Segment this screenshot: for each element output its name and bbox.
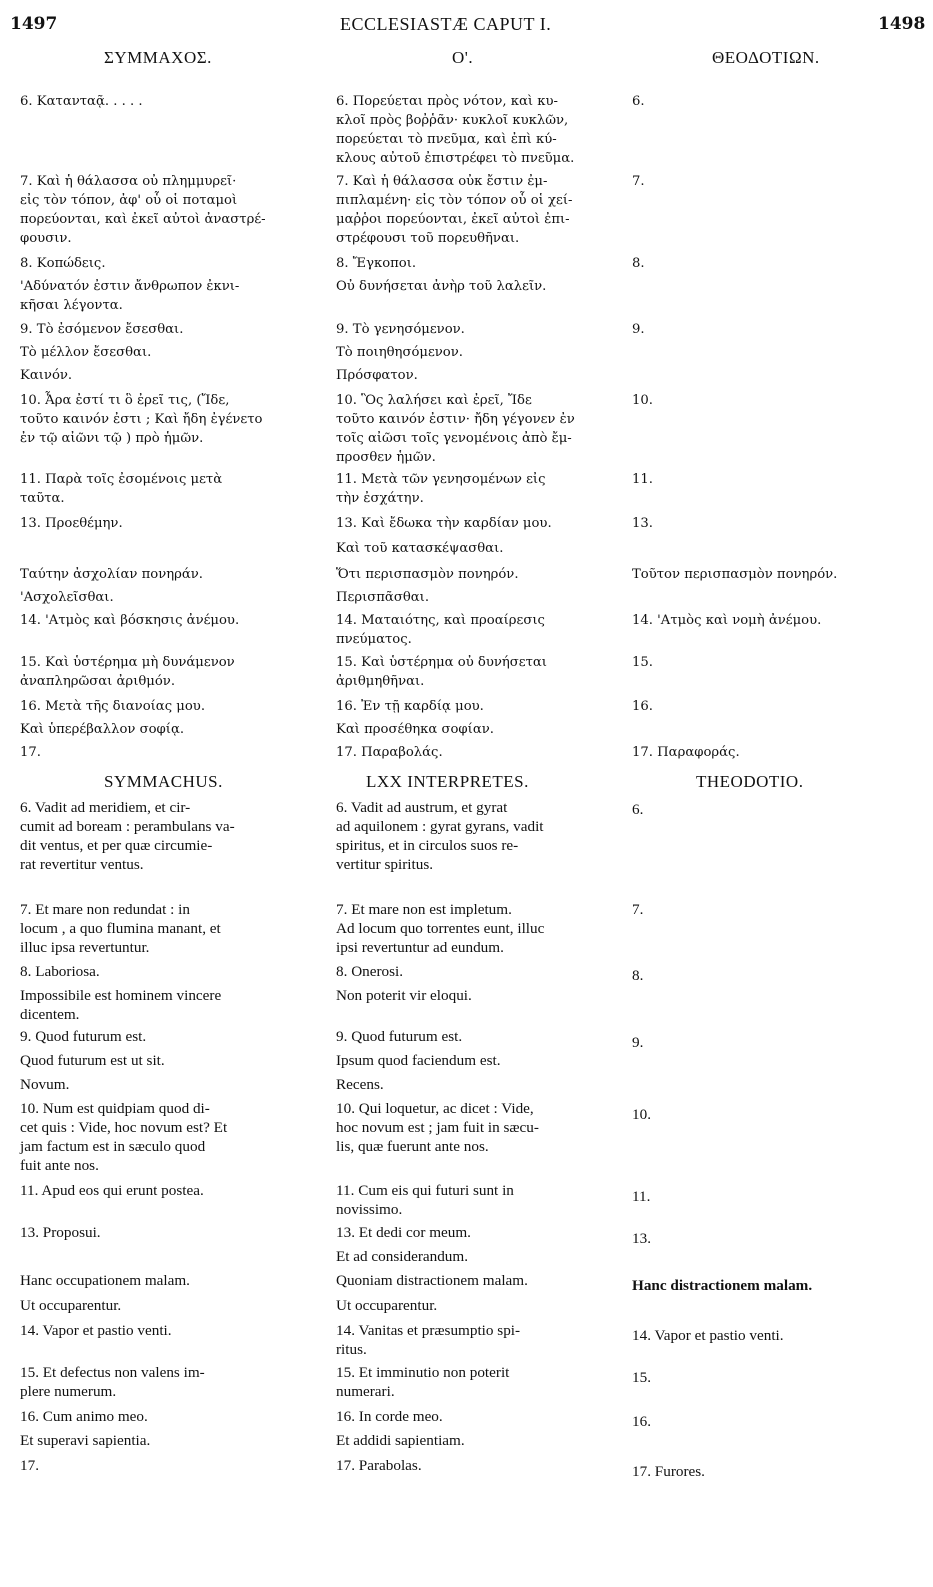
- verse-entry: 9.: [632, 322, 645, 337]
- verse-entry: 14. 'Ατμὸς καὶ βόσκησις ἀνέμου.: [20, 613, 240, 628]
- verse-entry: Ταύτην ἀσχολίαν πονηράν.: [20, 567, 203, 582]
- verse-entry: 15.: [632, 1369, 651, 1386]
- verse-entry: 15. Καὶ ὑστέρημα μὴ δυνάμενον ἀναπληρῶσαι ἀριθμόν.: [20, 655, 235, 689]
- verse-entry: 13.: [632, 516, 653, 531]
- verse-entry: 7.: [632, 174, 645, 189]
- verse-entry: 10. Ἆρα ἐστί τι ὃ ἐρεῖ τις, (Ἴδε, τοῦτο καινόν ἐστι ; Καὶ ἤδη ἐγένετο ἐν τῷ αἰῶνι τῷ ) πρὸ ἡμῶν.: [20, 393, 263, 446]
- verse-entry: 8.: [632, 967, 644, 984]
- verse-entry: Quod futurum est ut sit.: [20, 1052, 165, 1069]
- verse-entry: 9. Quod futurum est.: [336, 1028, 463, 1045]
- verse-entry: 6. Vadit ad austrum, et gyrat ad aquilonem : gyrat gyrans, vadit spiritus, et in circulos suos re- vertitur spiritus.: [336, 799, 544, 873]
- verse-entry: 16.: [632, 699, 653, 714]
- verse-entry: 'Ασχολεῖσθαι.: [20, 590, 114, 605]
- verse-entry: 17.: [20, 745, 41, 760]
- verse-entry: 10.: [632, 393, 653, 408]
- verse-entry: 17. Parabolas.: [336, 1457, 422, 1474]
- verse-entry: 'Αδύνατόν ἐστιν ἄνθρωπον ἐκνι- κῆσαι λέγοντα.: [20, 279, 240, 313]
- greek-heading-symmachus: ΣΥΜΜΑΧΟΣ.: [104, 48, 212, 67]
- verse-entry: Recens.: [336, 1076, 384, 1093]
- verse-entry: 14. Vapor et pastio venti.: [632, 1327, 784, 1344]
- verse-entry: 10. Qui loquetur, ac dicet : Vide, hoc novum est ; jam fuit in sæcu- lis, quæ fuerunt ante nos.: [336, 1100, 539, 1155]
- verse-entry: Τὸ μέλλον ἔσεσθαι.: [20, 345, 152, 360]
- verse-entry: 16. Ἐν τῇ καρδίᾳ μου.: [336, 699, 484, 714]
- verse-entry: 14. Vapor et pastio venti.: [20, 1322, 172, 1339]
- latin-heading-symmachus: SYMMACHUS.: [104, 772, 223, 791]
- verse-entry: 16.: [632, 1413, 651, 1430]
- verse-entry: Ipsum quod faciendum est.: [336, 1052, 501, 1069]
- verse-entry: Quoniam distractionem malam.: [336, 1272, 528, 1289]
- verse-entry: 16. Cum animo meo.: [20, 1408, 148, 1425]
- verse-entry: 8.: [632, 256, 645, 271]
- verse-entry: Τὸ ποιηθησόμενον.: [336, 345, 463, 360]
- verse-entry: 8. Onerosi.: [336, 963, 404, 980]
- page-title: ECCLESIASTÆ CAPUT I.: [340, 14, 552, 34]
- verse-entry: 6.: [632, 94, 645, 109]
- verse-entry: Ut occuparentur.: [20, 1297, 122, 1314]
- verse-entry: 7. Et mare non redundat : in locum , a quo flumina manant, et illuc ipsa revertuntur.: [20, 901, 221, 956]
- verse-entry: 7.: [632, 901, 644, 918]
- verse-entry: 10. Num est quidpiam quod di- cet quis : Vide, hoc novum est? Et jam factum est in sæculo quod fuit ante nos.: [20, 1100, 228, 1174]
- greek-heading-theodotion: ΘΕΟΔΟΤΙΩΝ.: [712, 48, 820, 67]
- verse-entry: 15. Καὶ ὑστέρημα οὐ δυνήσεται ἀριθμηθῆναι.: [336, 655, 547, 689]
- verse-entry: 13.: [632, 1230, 651, 1247]
- verse-entry: 17. Furores.: [632, 1463, 705, 1480]
- verse-entry: 13. Proposui.: [20, 1224, 101, 1241]
- verse-entry: 8. Ἔγκοποι.: [336, 256, 417, 271]
- verse-entry: Ut occuparentur.: [336, 1297, 438, 1314]
- verse-entry: 14. Vanitas et præsumptio spi- ritus.: [336, 1322, 521, 1358]
- verse-entry: 15. Et defectus non valens im- plere numerum.: [20, 1364, 205, 1400]
- verse-entry: 7. Et mare non est impletum. Ad locum quo torrentes eunt, illuc ipsi revertuntur ad eundum.: [336, 901, 545, 956]
- verse-entry: 11. Apud eos qui erunt postea.: [20, 1182, 204, 1199]
- verse-entry: 6. Κατανταᾷ. . . . .: [20, 94, 143, 109]
- verse-entry: Πρόσφατον.: [336, 368, 418, 383]
- verse-entry: 15. Et imminutio non poterit numerari.: [336, 1364, 510, 1400]
- verse-entry: Οὐ δυνήσεται ἀνὴρ τοῦ λαλεῖν.: [336, 279, 547, 294]
- verse-entry: Et addidi sapientiam.: [336, 1432, 465, 1449]
- verse-entry: 15.: [632, 655, 653, 670]
- latin-heading-theodotio: THEODOTIO.: [696, 772, 804, 791]
- verse-entry: 11. Cum eis qui futuri sunt in novissimo.: [336, 1182, 514, 1218]
- verse-entry: Ὅτι περισπασμὸν πονηρόν.: [336, 567, 519, 582]
- verse-entry: 8. Κοπώδεις.: [20, 256, 106, 271]
- verse-entry: Τοῦτον περισπασμὸν πονηρόν.: [632, 567, 838, 582]
- verse-entry: 7. Καὶ ἡ θάλασσα οὐκ ἔστιν ἐμ- πιπλαμένη· εἰς τὸν τόπον οὗ οἱ χεί- μαῤῥοι πορεύονται, ἐκεῖ αὐτοὶ ἐπι- στρέφουσι τοῦ πορευθῆναι.: [336, 174, 573, 246]
- verse-entry: 14. 'Ατμὸς καὶ νομὴ ἀνέμου.: [632, 613, 822, 628]
- verse-entry: Non poterit vir eloqui.: [336, 987, 472, 1004]
- verse-entry: Καὶ τοῦ κατασκέψασθαι.: [336, 541, 504, 556]
- verse-entry: 11. Παρὰ τοῖς ἐσομένοις μετὰ ταῦτα.: [20, 472, 223, 506]
- verse-entry: 6.: [632, 801, 644, 818]
- verse-entry: Hanc occupationem malam.: [20, 1272, 190, 1289]
- verse-entry: 8. Laboriosa.: [20, 963, 100, 980]
- verse-entry: 11. Μετὰ τῶν γενησομένων εἰς τὴν ἐσχάτην.: [336, 472, 546, 506]
- page-number-left: 1497: [10, 14, 58, 34]
- verse-entry: Hanc distractionem malam.: [632, 1277, 813, 1294]
- verse-entry: 9. Quod futurum est.: [20, 1028, 147, 1045]
- verse-entry: 10.: [632, 1106, 651, 1123]
- verse-entry: Et superavi sapientia.: [20, 1432, 151, 1449]
- verse-entry: Καὶ προσέθηκα σοφίαν.: [336, 722, 494, 737]
- latin-heading-lxx: LXX INTERPRETES.: [366, 772, 529, 791]
- verse-entry: 9. Τὸ γενησόμενον.: [336, 322, 465, 337]
- verse-entry: 11.: [632, 472, 653, 487]
- verse-entry: 17. Παραβολάς.: [336, 745, 443, 760]
- page-number-right: 1498: [878, 14, 926, 34]
- verse-entry: 7. Καὶ ἡ θάλασσα οὐ πλημμυρεῖ· εἰς τὸν τόπον, ἀφ' οὗ οἱ ποταμοὶ πορεύονται, καὶ ἐκεῖ αὐτοὶ ἀναστρέ- φουσιν.: [20, 174, 266, 246]
- verse-entry: 6. Πορεύεται πρὸς νότον, καὶ κυ- κλοῖ πρὸς βοῤῥᾶν· κυκλοῖ κυκλῶν, πορεύεται τὸ πνεῦμα, καὶ ἐπὶ κύ- κλους αὐτοῦ ἐπιστρέφει τὸ πνεῦμα.: [336, 94, 575, 166]
- verse-entry: 11.: [632, 1188, 651, 1205]
- verse-entry: 14. Ματαιότης, καὶ προαίρεσις πνεύματος.: [336, 613, 545, 647]
- greek-heading-lxx: Ο'.: [452, 48, 474, 67]
- verse-entry: 6. Vadit ad meridiem, et cir- cumit ad boream : perambulans va- dit ventus, et per quæ circumie- rat revertitur ventus.: [20, 799, 235, 873]
- verse-entry: 13. Et dedi cor meum.: [336, 1224, 471, 1241]
- verse-entry: Novum.: [20, 1076, 70, 1093]
- verse-entry: 16. Μετὰ τῆς διανοίας μου.: [20, 699, 206, 714]
- verse-entry: 13. Καὶ ἔδωκα τὴν καρδίαν μου.: [336, 516, 552, 531]
- verse-entry: 9.: [632, 1034, 644, 1051]
- verse-entry: Καὶ ὑπερέβαλλον σοφίᾳ.: [20, 722, 185, 737]
- verse-entry: 17.: [20, 1457, 39, 1474]
- verse-entry: 9. Τὸ ἐσόμενον ἔσεσθαι.: [20, 322, 184, 337]
- verse-entry: Περισπᾶσθαι.: [336, 590, 430, 605]
- verse-entry: 13. Προεθέμην.: [20, 516, 123, 531]
- verse-entry: 16. In corde meo.: [336, 1408, 443, 1425]
- verse-entry: 17. Παραφοράς.: [632, 745, 740, 760]
- verse-entry: Impossibile est hominem vincere dicentem.: [20, 987, 222, 1023]
- verse-entry: Et ad considerandum.: [336, 1248, 469, 1265]
- verse-entry: Καινόν.: [20, 368, 73, 383]
- verse-entry: 10. Ὃς λαλήσει καὶ ἐρεῖ, Ἴδε τοῦτο καινόν ἐστιν· ἤδη γέγονεν ἐν τοῖς αἰῶσι τοῖς γενομένοις ἀπὸ ἔμ- προσθεν ἡμῶν.: [336, 393, 575, 465]
